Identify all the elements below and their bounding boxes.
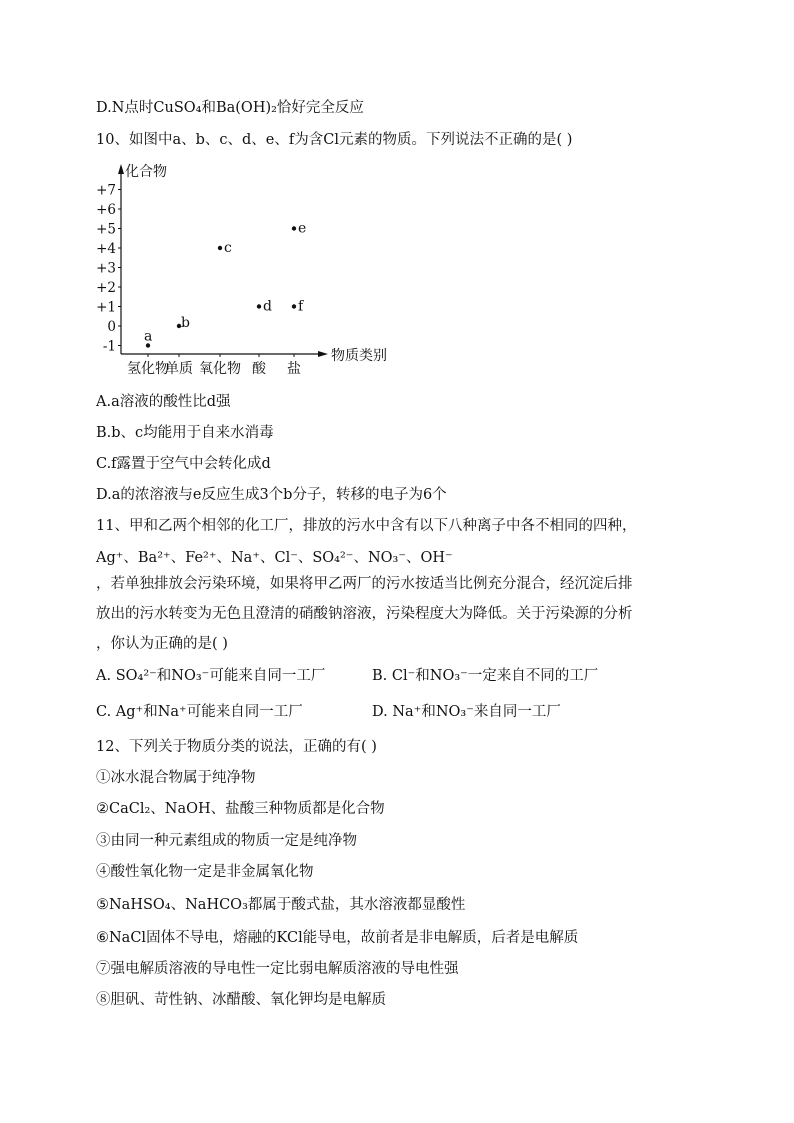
y-tick-label: +3 (96, 260, 116, 277)
x-tick-label: 盐 (287, 361, 301, 377)
x-axis-arrow (318, 351, 328, 357)
q10-option-d: D.a的浓溶液与e反应生成3个b分子，转移的电子为6个 (96, 487, 447, 503)
x-tick-label: 氧化物 (199, 361, 241, 377)
y-axis-arrow (118, 164, 124, 174)
q10-option-b: B.b、c均能用于自来水消毒 (96, 425, 274, 441)
q12-item-2: ②CaCl₂、NaOH、盐酸三种物质都是化合物 (96, 801, 385, 817)
q11-stem-line3: 放出的污水转变为无色且澄清的硝酸钠溶液，污染程度大为降低。关于污染源的分析 (96, 606, 633, 622)
x-tick-label: 酸 (252, 361, 266, 377)
q11-ion-list: Ag⁺、Ba²⁺、Fe²⁺、Na⁺、Cl⁻、SO₄²⁻、NO₃⁻、OH⁻ (96, 550, 453, 566)
q10-option-a: A.a溶液的酸性比d强 (96, 394, 231, 410)
y-tick-label: +1 (96, 299, 116, 316)
q10-chart (96, 158, 406, 380)
q11-option-c: C. Ag⁺和Na⁺可能来自同一工厂 (96, 704, 303, 720)
y-tick-label: +4 (96, 241, 116, 257)
y-tick-label: +7 (96, 182, 116, 199)
q12-stem: 12、下列关于物质分类的说法，正确的有( ) (96, 739, 377, 755)
q12-item-3: ③由同一种元素组成的物质一定是纯净物 (96, 833, 357, 849)
y-tick-label: -1 (102, 338, 116, 355)
q11-stem-line2: ，若单独排放会污染环境，如果将甲乙两厂的污水按适当比例充分混合，经沉淀后排 (96, 576, 633, 592)
data-point-d (257, 304, 261, 308)
x-axis-label: 物质类别 (331, 348, 387, 364)
q12-item-8: ⑧胆矾、苛性钠、冰醋酸、氧化钾均是电解质 (96, 992, 386, 1008)
data-point-f (292, 304, 296, 308)
data-point-e (292, 226, 296, 230)
x-tick-label: 氢化物 (127, 361, 169, 377)
q12-item-5: ⑤NaHSO₄、NaHCO₃都属于酸式盐，其水溶液都显酸性 (96, 897, 466, 913)
q9-option-d: D.N点时CuSO₄和Ba(OH)₂恰好完全反应 (96, 100, 364, 116)
q11-stem-line1: 11、甲和乙两个相邻的化工厂，排放的污水中含有以下八种离子中各不相同的四种， (96, 518, 637, 534)
q12-item-4: ④酸性氧化物一定是非金属氧化物 (96, 864, 314, 880)
x-tick-label: 单质 (165, 361, 193, 377)
q12-item-6: ⑥NaCl固体不导电，熔融的KCl能导电，故前者是非电解质，后者是电解质 (96, 930, 579, 946)
q11-option-d: D. Na⁺和NO₃⁻来自同一工厂 (372, 704, 561, 720)
q11-option-b: B. Cl⁻和NO₃⁻一定来自不同的工厂 (372, 668, 599, 684)
q12-item-7: ⑦强电解质溶液的导电性一定比弱电解质溶液的导电性强 (96, 961, 459, 977)
q10-option-c: C.f露置于空气中会转化成d (96, 456, 271, 472)
q11-option-a: A. SO₄²⁻和NO₃⁻可能来自同一工厂 (96, 668, 326, 684)
q10-stem: 10、如图中a、b、c、d、e、f为含Cl元素的物质。下列说法不正确的是( ) (96, 132, 573, 148)
y-tick-label: +2 (96, 280, 116, 296)
y-tick-label: +5 (96, 221, 116, 238)
q11-stem-line4: ，你认为正确的是( ) (96, 636, 228, 652)
data-label-c: c (224, 240, 232, 256)
data-label-e: e (298, 220, 307, 237)
data-label-a: a (144, 328, 153, 345)
y-axis-label: 化合物 (125, 164, 167, 180)
data-label-f: f (298, 298, 304, 315)
y-tick-label: 0 (107, 319, 116, 335)
data-point-c (218, 246, 222, 250)
y-tick-label: +6 (96, 202, 116, 218)
data-label-d: d (263, 298, 272, 315)
q12-item-1: ①冰水混合物属于纯净物 (96, 770, 256, 786)
data-label-b: b (181, 315, 190, 331)
